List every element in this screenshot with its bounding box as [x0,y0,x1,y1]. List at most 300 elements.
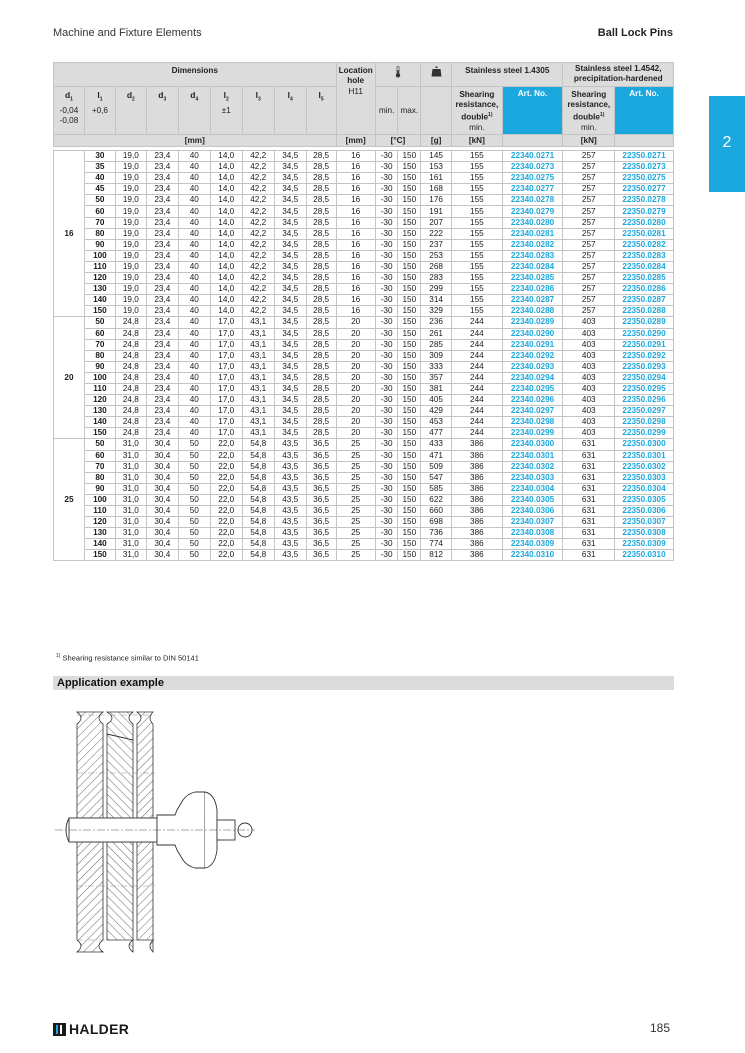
article-number-cell[interactable]: 22350.0279 [615,206,674,217]
l1-cell: 80 [84,228,115,239]
table-cell: 31,0 [115,539,146,550]
th-location-hole-label: Location hole [338,66,373,85]
article-number-cell[interactable]: 22350.0304 [615,483,674,494]
table-cell: 403 [563,406,615,417]
article-number-cell[interactable]: 22340.0292 [502,350,563,361]
table-cell: 42,2 [242,284,274,295]
table-cell: 155 [452,273,503,284]
article-number-cell[interactable]: 22350.0289 [615,317,674,328]
l1-cell: 140 [84,295,115,306]
table-cell: 22,0 [210,494,242,505]
table-row [54,372,674,383]
table-cell: 40 [178,383,210,394]
table-cell: -30 [375,517,398,528]
article-number-cell[interactable]: 22350.0291 [615,339,674,350]
table-cell: 631 [563,550,615,561]
article-number-cell[interactable]: 22350.0292 [615,350,674,361]
table-cell: 631 [563,506,615,517]
table-cell: 28,5 [306,317,336,328]
table-row [54,428,674,439]
article-number-cell[interactable]: 22350.0281 [615,228,674,239]
table-cell: 40 [178,350,210,361]
table-cell: 14,0 [210,239,242,250]
table-cell: 23,4 [146,372,178,383]
l1-cell: 90 [84,239,115,250]
article-number-cell[interactable]: 22340.0290 [502,328,563,339]
table-cell: -30 [375,372,398,383]
table-cell: 17,0 [210,383,242,394]
table-cell: 155 [452,250,503,261]
table-cell: 155 [452,162,503,173]
table-cell: 386 [452,450,503,461]
table-cell: 24,8 [115,383,146,394]
table-cell: 19,0 [115,239,146,250]
table-cell: 24,8 [115,361,146,372]
table-cell: 381 [421,383,452,394]
l1-cell: 130 [84,528,115,539]
article-number-cell[interactable]: 22340.0301 [502,450,563,461]
table-cell: 150 [398,550,421,561]
th-stainless-2: Stainless steel 1.4542, precipitation-hardened [563,63,674,87]
table-cell: 42,2 [242,261,274,272]
article-number-cell[interactable]: 22350.0305 [615,494,674,505]
table-cell: -30 [375,273,398,284]
table-cell: 150 [398,173,421,184]
table-cell: -30 [375,550,398,561]
table-cell: 150 [398,506,421,517]
article-number-cell[interactable]: 22350.0297 [615,406,674,417]
table-cell: 17,0 [210,372,242,383]
table-cell: 403 [563,361,615,372]
table-cell: 16 [336,295,375,306]
table-cell: 17,0 [210,417,242,428]
th-unit-kn-2: [kN] [563,135,615,147]
table-cell: 25 [336,461,375,472]
article-number-cell[interactable]: 22350.0303 [615,472,674,483]
article-number-cell[interactable]: 22350.0288 [615,306,674,317]
table-cell: 34,5 [274,173,306,184]
table-cell: 36,5 [306,461,336,472]
table-cell: 155 [452,217,503,228]
table-row [54,395,674,406]
table-cell: 20 [336,317,375,328]
th-dimensions: Dimensions [54,63,337,87]
table-cell: 477 [421,428,452,439]
thermometer-icon [394,66,402,78]
th-art-no-2: Art. No. [615,87,674,135]
article-number-cell[interactable]: 22340.0281 [502,228,563,239]
l1-cell: 45 [84,184,115,195]
article-number-cell[interactable]: 22350.0286 [615,284,674,295]
table-cell: 34,5 [274,151,306,162]
table-cell: 17,0 [210,339,242,350]
article-number-cell[interactable]: 22350.0302 [615,461,674,472]
table-cell: 19,0 [115,261,146,272]
table-cell: 268 [421,261,452,272]
table-cell: 403 [563,428,615,439]
article-number-cell[interactable]: 22340.0300 [502,439,563,450]
table-cell: 40 [178,261,210,272]
l1-cell: 110 [84,383,115,394]
article-number-cell[interactable]: 22350.0295 [615,383,674,394]
article-number-cell[interactable]: 22340.0307 [502,517,563,528]
table-row [54,350,674,361]
article-number-cell[interactable]: 22340.0284 [502,261,563,272]
table-cell: 244 [452,417,503,428]
article-number-cell[interactable]: 22350.0300 [615,439,674,450]
table-cell: 34,5 [274,406,306,417]
table-cell: 28,5 [306,217,336,228]
table-cell: 257 [563,295,615,306]
article-number-cell[interactable]: 22340.0306 [502,506,563,517]
table-cell: 24,8 [115,339,146,350]
l1-cell: 30 [84,151,115,162]
table-cell: 16 [336,250,375,261]
table-cell: 150 [398,483,421,494]
article-number-cell[interactable]: 22340.0283 [502,250,563,261]
table-cell: 25 [336,483,375,494]
table-cell: 23,4 [146,173,178,184]
table-cell: 54,8 [242,494,274,505]
table-cell: 405 [421,395,452,406]
table-cell: 19,0 [115,195,146,206]
article-number-cell[interactable]: 22350.0271 [615,151,674,162]
th-stainless-1: Stainless steel 1.4305 [452,63,563,87]
article-number-cell[interactable]: 22340.0289 [502,317,563,328]
table-cell: 30,4 [146,550,178,561]
table-cell: 31,0 [115,461,146,472]
table-cell: 631 [563,517,615,528]
table-cell: 150 [398,228,421,239]
article-number-cell[interactable]: 22340.0294 [502,372,563,383]
table-cell: 19,0 [115,206,146,217]
article-number-cell[interactable]: 22340.0304 [502,483,563,494]
table-cell: 34,5 [274,239,306,250]
table-cell: -30 [375,295,398,306]
l1-cell: 40 [84,173,115,184]
article-number-cell[interactable]: 22350.0301 [615,450,674,461]
table-cell: 40 [178,417,210,428]
chapter-number: 2 [722,134,732,151]
table-cell: 155 [452,151,503,162]
table-row [54,217,674,228]
table-cell: 25 [336,439,375,450]
table-cell: 17,0 [210,428,242,439]
table-cell: 386 [452,517,503,528]
table-cell: -30 [375,395,398,406]
table-cell: -30 [375,195,398,206]
table-cell: 54,8 [242,528,274,539]
article-number-cell[interactable]: 22340.0280 [502,217,563,228]
table-cell: 30,4 [146,450,178,461]
table-cell: 36,5 [306,517,336,528]
table-cell: 23,4 [146,273,178,284]
table-cell: 631 [563,539,615,550]
table-cell: 244 [452,372,503,383]
table-cell: 43,1 [242,317,274,328]
table-cell: 14,0 [210,151,242,162]
table-cell: 16 [336,151,375,162]
th-blank-art-1 [502,135,563,147]
table-cell: 34,5 [274,284,306,295]
table-cell: 36,5 [306,539,336,550]
table-cell: 40 [178,206,210,217]
table-cell: 23,4 [146,261,178,272]
l1-cell: 140 [84,417,115,428]
table-cell: 23,4 [146,417,178,428]
table-cell: 36,5 [306,450,336,461]
table-row [54,306,674,317]
table-cell: 40 [178,273,210,284]
table-row [54,317,674,328]
article-number-cell[interactable]: 22350.0299 [615,428,674,439]
table-cell: 257 [563,195,615,206]
table-cell: 244 [452,395,503,406]
article-number-cell[interactable]: 22340.0305 [502,494,563,505]
l1-cell: 70 [84,461,115,472]
table-cell: 43,5 [274,550,306,561]
table-row [54,339,674,350]
table-cell: 40 [178,284,210,295]
table-cell: 50 [178,472,210,483]
table-cell: -30 [375,383,398,394]
table-cell: -30 [375,162,398,173]
article-number-cell[interactable]: 22340.0303 [502,472,563,483]
table-cell: 16 [336,206,375,217]
table-cell: 42,2 [242,250,274,261]
article-number-cell[interactable]: 22340.0291 [502,339,563,350]
table-cell: 253 [421,250,452,261]
article-number-cell[interactable]: 22340.0308 [502,528,563,539]
halder-logo-text: HALDER [69,1021,130,1037]
table-cell: 24,8 [115,317,146,328]
table-cell: 23,4 [146,383,178,394]
article-number-cell[interactable]: 22340.0286 [502,284,563,295]
article-number-cell[interactable]: 22350.0298 [615,417,674,428]
table-cell: -30 [375,528,398,539]
table-cell: 25 [336,528,375,539]
table-cell: 14,0 [210,195,242,206]
table-cell: 150 [398,284,421,295]
article-number-cell[interactable]: 22340.0293 [502,361,563,372]
l1-cell: 100 [84,250,115,261]
table-cell: 19,0 [115,217,146,228]
article-number-cell[interactable]: 22340.0309 [502,539,563,550]
table-cell: 24,8 [115,428,146,439]
spec-table [53,62,674,561]
table-cell: 168 [421,184,452,195]
table-cell: 43,5 [274,461,306,472]
table-cell: 155 [452,228,503,239]
table-cell: 17,0 [210,328,242,339]
table-cell: 386 [452,494,503,505]
article-number-cell[interactable]: 22350.0280 [615,217,674,228]
article-number-cell[interactable]: 22350.0273 [615,162,674,173]
article-number-cell[interactable]: 22350.0287 [615,295,674,306]
halder-logo [53,1021,129,1037]
article-number-cell[interactable]: 22350.0309 [615,539,674,550]
table-cell: 150 [398,528,421,539]
table-cell: -30 [375,361,398,372]
article-number-cell[interactable]: 22340.0277 [502,184,563,195]
th-l3: $l_3$ [242,87,274,135]
table-cell: 257 [563,306,615,317]
table-cell: 19,0 [115,250,146,261]
article-number-cell[interactable]: 22350.0283 [615,250,674,261]
table-cell: 17,0 [210,361,242,372]
article-number-cell[interactable]: 22350.0293 [615,361,674,372]
table-cell: 19,0 [115,228,146,239]
l1-cell: 35 [84,162,115,173]
article-number-cell[interactable]: 22350.0306 [615,506,674,517]
article-number-cell[interactable]: 22350.0310 [615,550,674,561]
table-cell: 23,4 [146,239,178,250]
article-number-cell[interactable]: 22350.0285 [615,273,674,284]
table-cell: 222 [421,228,452,239]
table-cell: 43,1 [242,417,274,428]
article-number-cell[interactable]: 22350.0278 [615,195,674,206]
article-number-cell[interactable]: 22340.0275 [502,173,563,184]
article-number-cell[interactable]: 22340.0273 [502,162,563,173]
table-cell: -30 [375,151,398,162]
table-cell: 50 [178,461,210,472]
table-row [54,284,674,295]
table-cell: 150 [398,539,421,550]
article-number-cell[interactable]: 22350.0294 [615,372,674,383]
th-d2: $d_2$ [115,87,146,135]
table-cell: 155 [452,306,503,317]
table-cell: 42,2 [242,239,274,250]
article-number-cell[interactable]: 22350.0290 [615,328,674,339]
article-number-cell[interactable]: 22340.0302 [502,461,563,472]
l1-cell: 60 [84,450,115,461]
table-cell: 150 [398,306,421,317]
article-number-cell[interactable]: 22340.0288 [502,306,563,317]
table-cell: -30 [375,506,398,517]
article-number-cell[interactable]: 22350.0307 [615,517,674,528]
article-number-cell[interactable]: 22340.0297 [502,406,563,417]
table-cell: 14,0 [210,206,242,217]
running-header-title: Ball Lock Pins [597,27,673,39]
table-cell: 403 [563,328,615,339]
table-cell: 191 [421,206,452,217]
table-cell: -30 [375,406,398,417]
table-cell: 386 [452,550,503,561]
l1-cell: 130 [84,406,115,417]
table-cell: 36,5 [306,439,336,450]
table-cell: 25 [336,539,375,550]
table-cell: 14,0 [210,261,242,272]
table-cell: 28,5 [306,417,336,428]
table-cell: 34,5 [274,228,306,239]
article-number-cell[interactable]: 22350.0282 [615,239,674,250]
table-cell: 23,4 [146,195,178,206]
article-number-cell[interactable]: 22350.0308 [615,528,674,539]
table-cell: 22,0 [210,483,242,494]
table-cell: 30,4 [146,506,178,517]
article-number-cell[interactable]: 22340.0298 [502,417,563,428]
table-row [54,184,674,195]
footnote-text: Shearing resistance similar to DIN 50141 [62,653,199,663]
article-number-cell[interactable]: 22340.0271 [502,151,563,162]
article-number-cell[interactable]: 22350.0275 [615,173,674,184]
article-number-cell[interactable]: 22340.0296 [502,395,563,406]
table-cell: 622 [421,494,452,505]
table-cell: 22,0 [210,550,242,561]
table-row [54,461,674,472]
table-cell: 19,0 [115,306,146,317]
l1-cell: 70 [84,339,115,350]
article-number-cell[interactable]: 22340.0295 [502,383,563,394]
article-number-cell[interactable]: 22350.0296 [615,395,674,406]
table-cell: 155 [452,206,503,217]
l1-cell: 80 [84,350,115,361]
table-cell: 150 [398,162,421,173]
table-cell: 16 [336,228,375,239]
table-cell: 631 [563,439,615,450]
th-weight-blank [421,87,452,135]
table-cell: 22,0 [210,528,242,539]
th-unit-mm: [mm] [54,135,337,147]
th-unit-degc: [°C] [375,135,420,147]
table-cell: 257 [563,173,615,184]
table-cell: 283 [421,273,452,284]
table-cell: 25 [336,517,375,528]
article-number-cell[interactable]: 22340.0285 [502,273,563,284]
th-d1: $d_1$ -0,04 -0,08 [54,87,85,135]
table-cell: 50 [178,483,210,494]
table-cell: 14,0 [210,184,242,195]
table-cell: 403 [563,350,615,361]
table-cell: 244 [452,406,503,417]
table-cell: 16 [336,195,375,206]
table-cell: 34,5 [274,317,306,328]
table-cell: 40 [178,195,210,206]
table-cell: 631 [563,461,615,472]
article-number-cell[interactable]: 22340.0279 [502,206,563,217]
table-cell: 36,5 [306,528,336,539]
table-cell: 244 [452,317,503,328]
article-number-cell[interactable]: 22340.0310 [502,550,563,561]
table-cell: 314 [421,295,452,306]
table-cell: 28,5 [306,173,336,184]
table-row [54,195,674,206]
table-cell: 150 [398,472,421,483]
table-cell: 40 [178,406,210,417]
article-number-cell[interactable]: 22340.0282 [502,239,563,250]
table-cell: 257 [563,239,615,250]
table-row [54,539,674,550]
table-cell: 30,4 [146,528,178,539]
article-number-cell[interactable]: 22350.0284 [615,261,674,272]
th-d3: $d_3$ [146,87,178,135]
table-cell: 23,4 [146,317,178,328]
table-cell: 34,5 [274,383,306,394]
table-cell: 333 [421,361,452,372]
table-cell: -30 [375,239,398,250]
l1-cell: 100 [84,494,115,505]
article-number-cell[interactable]: 22340.0287 [502,295,563,306]
article-number-cell[interactable]: 22340.0278 [502,195,563,206]
table-cell: 153 [421,162,452,173]
table-cell: 433 [421,439,452,450]
l1-cell: 150 [84,550,115,561]
article-number-cell[interactable]: 22350.0277 [615,184,674,195]
chapter-tab[interactable] [709,96,745,192]
table-cell: 28,5 [306,284,336,295]
article-number-cell[interactable]: 22340.0299 [502,428,563,439]
table-cell: 20 [336,428,375,439]
